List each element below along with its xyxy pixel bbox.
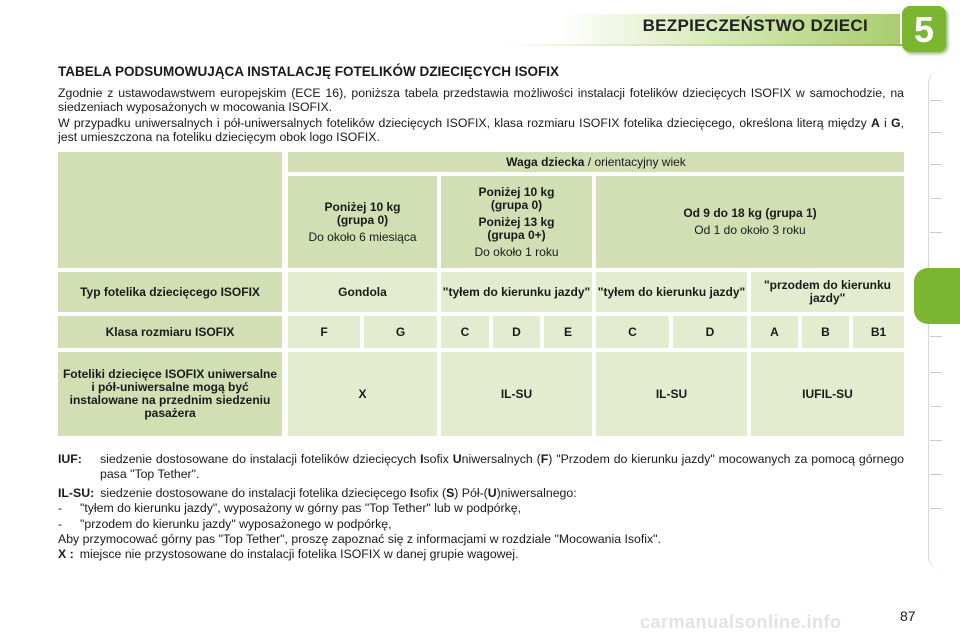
table-cell xyxy=(751,352,904,436)
intro-paragraph-2 xyxy=(58,116,904,144)
row-label-text: Foteliki dziecięce ISOFIX uniwersalne i pół-uniwersalne mogą być instalowane na przednim siedzeniu pasażera xyxy=(62,367,278,420)
side-tab-active[interactable] xyxy=(914,268,960,324)
cell-text: Gondola xyxy=(338,284,387,299)
intro-text: i xyxy=(879,116,891,130)
side-tab-divider xyxy=(930,474,942,475)
group-1-header xyxy=(596,176,904,268)
weight-header xyxy=(288,152,904,172)
note-letter: I xyxy=(409,485,414,500)
note-text: "tyłem do kierunku jazdy", wyposażony w górny pas "Top Tether" lub w podpórkę, xyxy=(80,501,522,516)
note-text-part: niwersalnych ( xyxy=(461,452,541,466)
page-number: 87 xyxy=(900,608,916,624)
weight-header-text xyxy=(506,156,686,169)
table-cell xyxy=(596,316,669,348)
note-bullet xyxy=(58,517,904,532)
section-title: TABELA PODSUMOWUJĄCA INSTALACJĘ FOTELIKÓW DZIECIĘCYCH ISOFIX xyxy=(58,64,560,79)
legend-notes xyxy=(58,452,904,563)
row-label-text: Klasa rozmiaru ISOFIX xyxy=(105,324,235,339)
table-cell xyxy=(596,272,747,312)
group-0plus-header xyxy=(441,176,592,268)
side-tab-divider xyxy=(930,232,942,233)
group-age: Do około 6 miesiąca xyxy=(308,229,417,244)
note-text xyxy=(100,452,904,483)
chapter-number: 5 xyxy=(913,9,935,50)
cell-text: B1 xyxy=(870,324,887,339)
table-cell xyxy=(751,316,798,348)
cell-text: D xyxy=(512,324,521,339)
table-cell xyxy=(288,272,437,312)
note-tether xyxy=(58,532,904,547)
table-cell xyxy=(441,272,592,312)
note-text-part: ) Pół-( xyxy=(454,485,488,500)
watermark: carmanualsonline.info xyxy=(640,612,842,632)
note-text-part: siedzenie dostosowane do instalacji fotelika dziecięcego xyxy=(100,485,410,500)
cell-text: "tyłem do kierunku jazdy" xyxy=(597,284,746,299)
side-tab-divider xyxy=(930,198,942,199)
header-rule xyxy=(500,44,920,46)
note-key: IUF: xyxy=(58,452,82,466)
side-tab-divider xyxy=(930,372,942,373)
cell-text: A xyxy=(770,324,779,339)
table-cell xyxy=(288,352,437,436)
table-cell xyxy=(596,352,747,436)
note-text-part: siedzenie dostosowane do instalacji fotelików dziecięcych xyxy=(100,452,421,466)
intro-letter-g: G xyxy=(891,116,901,130)
group-weight: Poniżej 10 kg xyxy=(324,199,401,214)
note-text-part: sofix ( xyxy=(413,485,447,500)
note-iuf xyxy=(58,452,904,483)
note-letter: I xyxy=(420,452,424,466)
side-tab-divider xyxy=(930,508,942,509)
cell-text: IL-SU xyxy=(655,386,688,401)
table-cell xyxy=(802,316,849,348)
chapter-title: BEZPIECZEŃSTWO DZIECI xyxy=(642,16,868,35)
note-key: X : xyxy=(58,547,74,562)
note-letter: U xyxy=(487,485,497,500)
table-cell xyxy=(544,316,592,348)
group-weight: Od 9 do 18 kg (grupa 1) xyxy=(683,206,817,220)
side-tab-divider xyxy=(930,164,942,165)
cell-text: D xyxy=(705,324,715,339)
row-label-class xyxy=(58,316,282,348)
table-cell xyxy=(853,316,904,348)
note-text: miejsce nie przystosowane do instalacji fotelika ISOFIX w danej grupie wagowej. xyxy=(79,547,519,562)
note-x xyxy=(58,547,904,562)
table-cell xyxy=(493,316,540,348)
table-cell xyxy=(364,316,437,348)
note-ilsu xyxy=(58,486,904,501)
row-label-seat xyxy=(58,352,282,436)
note-text: "przodem do kierunku jazdy" wyposażonego w podpórkę, xyxy=(80,516,392,531)
cell-text: IUFIL-SU xyxy=(802,386,853,401)
table-cell xyxy=(751,272,904,312)
group-label: (grupa 0) xyxy=(490,197,543,212)
side-tab-divider xyxy=(930,406,942,407)
group-weight: Poniżej 10 kg xyxy=(478,184,555,199)
cell-text: IL-SU xyxy=(500,386,533,401)
cell-text: F xyxy=(320,324,328,339)
note-letter: F xyxy=(540,452,549,466)
table-cell xyxy=(441,316,489,348)
group-0-header xyxy=(288,176,437,268)
row-label-type xyxy=(58,272,282,312)
table-corner-cell xyxy=(58,152,282,268)
table-cell xyxy=(441,352,592,436)
weight-header-bold: Waga dziecka xyxy=(506,154,585,169)
bullet-dash: - xyxy=(58,501,63,516)
group-weight: Poniżej 13 kg xyxy=(478,214,555,229)
cell-text: G xyxy=(395,324,406,339)
note-text: Aby przymocować górny pas "Top Tether", proszę zapoznać się z informacjami w rozdziale "Mocowania Isofix". xyxy=(58,532,661,547)
cell-text: B xyxy=(821,324,830,339)
group-age: Od 1 do około 3 roku xyxy=(694,223,806,237)
cell-text: "przodem do kierunku jazdy" xyxy=(763,278,892,305)
cell-text: E xyxy=(563,324,572,339)
side-tab-divider xyxy=(930,132,942,133)
note-text-part: )niwersalnego: xyxy=(496,485,577,500)
cell-text: "tyłem do kierunku jazdy" xyxy=(442,284,591,299)
group-label: (grupa 0) xyxy=(336,212,389,227)
note-text xyxy=(100,486,904,501)
group-label: (grupa 0+) xyxy=(487,227,546,242)
intro-paragraph-1: Zgodnie z ustawodawstwem europejskim (ECE 16), poniższa tabela przedstawia możliwości instalacji fotelików dziecięcych ISOFIX w samochodzie, na siedzeniach wyposażonych w mocowania ISOFIX. xyxy=(58,86,904,114)
table-cell xyxy=(673,316,747,348)
cell-text: C xyxy=(628,324,637,339)
chapter-badge xyxy=(902,6,946,52)
note-text-part: sofix xyxy=(423,452,453,466)
table-cell xyxy=(288,316,360,348)
note-text-part: ) "Przodem do kierunku jazdy" mocowanych za pomocą górnego pasa "Top Tether". xyxy=(100,452,905,482)
weight-header-rest: / orientacyjny wiek xyxy=(584,154,686,169)
note-key: IL-SU: xyxy=(58,485,95,500)
side-tab-divider xyxy=(930,100,942,101)
note-letter: U xyxy=(452,452,462,466)
row-label-text: Typ fotelika dziecięcego ISOFIX xyxy=(80,284,260,299)
intro-letter-a: A xyxy=(870,116,880,130)
note-letter: S xyxy=(446,485,455,500)
cell-text: X xyxy=(358,386,367,401)
bullet-dash: - xyxy=(58,516,63,531)
note-bullet xyxy=(58,501,904,516)
intro-text: W przypadku uniwersalnych i pół-uniwersalnych fotelików dziecięcych ISOFIX, klasa rozmiaru ISOFIX fotelika dziecięcego, określona literą między xyxy=(58,116,871,130)
group-age: Do około 1 roku xyxy=(474,244,559,259)
cell-text: C xyxy=(460,324,470,339)
side-tab-divider xyxy=(930,440,942,441)
intro-text: , jest umieszczona na foteliku dziecięcym obok logo ISOFIX. xyxy=(58,116,904,144)
side-tab-divider xyxy=(930,336,942,337)
